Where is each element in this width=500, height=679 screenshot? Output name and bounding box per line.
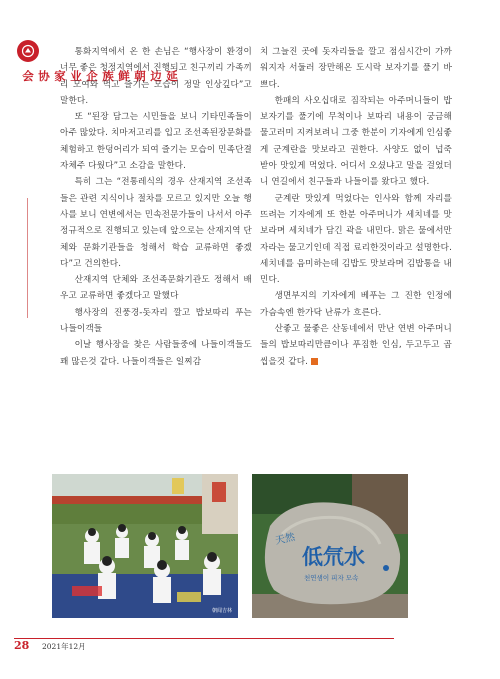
article-left-column: [60, 44, 252, 370]
paragraph: 통화지역에서 온 한 손님은 “행사장이 환경이 너무 좋은 청정지역에서 진행되고 친구끼리 가족끼리 모여와 먹고 즐기는 모습이 정말 인상깊다”고 말한다.: [60, 47, 252, 106]
paragraph: 군계란 맛있게 먹었다는 인사와 함께 자리를 뜨려는 기자에게 또 한분 아주머니가 세치네를 맛보라며 세치네가 담긴 곽을 내민다. 맑은 물에서만 자라는 물고기인데 직접 료리한것이라고 설명한다. 세치네를 음미하는데 김밥도 맛보라며 김밥통을 내민다.: [260, 193, 452, 286]
paragraph: 생면부지의 기자에게 베푸는 그 진한 인정에 가슴속엔 한가닥 난류가 흐른다.: [260, 291, 452, 318]
issue-date: 2021年12月: [42, 642, 86, 651]
paragraph: 특히 그는 “전통레식의 경우 산재지역 조선족들은 관련 지식이나 절차를 모르고 있지만 오늘 행사를 보니 연변에서는 민속전문가들이 나서서 아주 정규적으로 진행되고 있는데 앞으로는 산재지역 단체와 문화기관들을 청해서 학습 교류하면 좋겠다”고 건의한다.: [60, 177, 252, 269]
paragraph: 치 그늘진 곳에 돗자리들을 깔고 점심시간이 가까워지자 서둘러 장만해온 도시락 보자기를 풀기 바쁘다.: [260, 47, 452, 90]
stone-main-text: 低氘水: [302, 545, 365, 569]
sidebar-divider: [27, 198, 28, 318]
section-heading: 행사장의 진풍경-돗자리 깔고 밥보따리 푸는 나들이객들: [60, 307, 252, 335]
association-emblem-icon: [17, 40, 39, 62]
svg-text:천연샘이 피자 모속: 천연샘이 피자 모속: [304, 574, 359, 582]
closing-paragraph-text: 산좋고 물좋은 산동네에서 만난 연변 아주머니들의 밥보따리만큼이나 푸짐한 인심, 두고두고 곱씹을것 같다.: [260, 324, 452, 367]
end-mark-icon: [311, 358, 318, 365]
footer-rule: [14, 638, 394, 639]
paragraph: 산재지역 단체와 조선족문화기관도 정해서 배우고 교류하면 좋겠다고 말했다: [60, 275, 252, 302]
svg-text:天然: 天然: [274, 532, 297, 547]
paragraph: 이날 행사장을 찾은 사람들중에 나들이객들도 꽤 많은것 같다. 나들이객들은 일찌감: [60, 340, 252, 367]
paragraph: 한패의 사오십대로 짐작되는 아주머니들이 밥보자기를 풀기에 무척이나 보따리 내용이 궁금해 물고러미 지켜보려니 그중 한분이 기자에게 인심좋게 군계란을 맛보라고 권한다. 사양도 없이 넙죽 받아 맛있게 먹었다. 어디서 오셨냐고 말을 걸었더니 연길에서 친구들과 나들이를 왔다고 했다.: [260, 95, 452, 188]
paragraph: 또 “된장 담그는 시민들을 보니 기타민족들이 아주 많았다. 치마저고리를 입고 조선족된장문화를 체험하고 한덩어리가 되여 즐기는 모습이 민족단결자체주 다웠다”고 소감을 말한다.: [60, 112, 252, 172]
paragraph: [260, 321, 452, 370]
article-right-column: [260, 44, 452, 370]
photo-stone-monument: [252, 474, 408, 618]
photo-watermark: 朝闻吉林: [211, 608, 232, 614]
page-number: 28: [14, 639, 30, 652]
photo-picnic-crowd: [52, 474, 238, 618]
org-name-vertical: 延边朝鲜族企业家协会: [21, 70, 179, 83]
